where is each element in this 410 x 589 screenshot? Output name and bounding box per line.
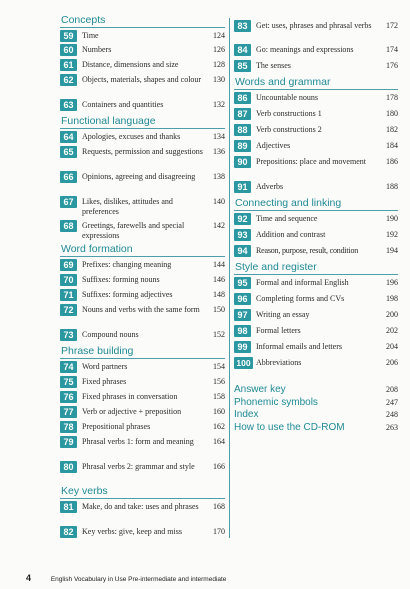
unit-number: 69 — [60, 259, 77, 271]
unit-number: 95 — [234, 277, 251, 289]
unit-page: 156 — [213, 377, 225, 386]
unit-title: Compound nouns — [82, 330, 139, 339]
unit-entry[interactable] — [60, 526, 225, 539]
unit-title: Adjectives — [256, 141, 291, 150]
right-column — [234, 20, 398, 434]
unit-page: 162 — [213, 422, 225, 431]
unit-number: 79 — [60, 436, 77, 448]
section-title-connecting-and-linking: Connecting and linking — [234, 197, 398, 211]
unit-title: Prefixes: changing meaning — [82, 260, 172, 269]
unit-entry[interactable] — [60, 99, 225, 112]
unit-page: 194 — [386, 246, 398, 255]
unit-page: 180 — [386, 109, 398, 118]
unit-number: 88 — [234, 124, 251, 136]
unit-entry[interactable] — [234, 293, 398, 306]
unit-page: 186 — [386, 157, 398, 166]
unit-entry[interactable] — [234, 309, 398, 322]
unit-page: 138 — [213, 172, 225, 181]
unit-number: 99 — [234, 341, 251, 353]
unit-page: 190 — [386, 214, 398, 223]
unit-title: Make, do and take: uses and phrases — [82, 502, 199, 511]
unit-number: 81 — [60, 501, 77, 513]
unit-title: Suffixes: forming adjectives — [82, 290, 173, 299]
unit-entry[interactable] — [234, 156, 398, 176]
unit-number: 62 — [60, 74, 77, 86]
unit-page: 160 — [213, 407, 225, 416]
unit-number: 96 — [234, 293, 251, 305]
unit-title: Key verbs: give, keep and miss — [82, 527, 182, 536]
section-title-phrase-building: Phrase building — [60, 345, 225, 359]
unit-entry[interactable] — [234, 357, 398, 370]
unit-entry[interactable] — [60, 421, 225, 434]
back-matter-page: 263 — [386, 422, 398, 432]
unit-entry[interactable] — [60, 30, 225, 42]
back-matter-page: 247 — [386, 397, 398, 407]
unit-title: Distance, dimensions and size — [82, 60, 179, 69]
unit-page: 166 — [213, 462, 225, 471]
unit-page: 168 — [213, 502, 225, 511]
unit-title: Verb constructions 2 — [256, 125, 322, 134]
unit-entry[interactable] — [60, 436, 225, 456]
unit-page: 136 — [213, 147, 225, 156]
unit-entry[interactable] — [60, 406, 225, 419]
back-matter-list — [234, 384, 398, 434]
unit-number: 80 — [60, 461, 77, 473]
unit-title: Writing an essay — [256, 310, 310, 319]
unit-page: 146 — [213, 275, 225, 284]
unit-page: 196 — [386, 278, 398, 287]
unit-page: 184 — [386, 141, 398, 150]
section-title-style-and-register: Style and register — [234, 261, 398, 275]
unit-number: 76 — [60, 391, 77, 403]
back-matter-title: Phonemic symbols — [234, 396, 318, 408]
unit-entry[interactable] — [60, 220, 225, 240]
unit-number: 90 — [234, 156, 251, 168]
unit-title: Formal and informal English — [256, 278, 349, 287]
section-title-words-and-grammar: Words and grammar — [234, 76, 398, 90]
unit-page: 128 — [213, 60, 225, 69]
section-functional-language — [60, 131, 225, 240]
unit-number: 83 — [234, 20, 251, 32]
unit-page: 140 — [213, 197, 225, 206]
unit-number: 64 — [60, 131, 77, 143]
unit-number: 74 — [60, 361, 77, 373]
section-connecting-and-linking — [234, 213, 398, 258]
unit-page: 152 — [213, 330, 225, 339]
unit-title: Time — [82, 31, 99, 40]
unit-title: Opinions, agreeing and disagreeing — [82, 172, 196, 181]
unit-number: 93 — [234, 229, 251, 241]
unit-title: Reason, purpose, result, condition — [256, 246, 359, 255]
unit-title: Fixed phrases in conversation — [82, 392, 178, 401]
unit-page: 202 — [386, 326, 398, 335]
unit-entry[interactable] — [60, 289, 225, 302]
unit-entry[interactable] — [234, 245, 398, 258]
unit-title: Addition and contrast — [256, 230, 326, 239]
unit-entry[interactable] — [60, 74, 225, 94]
unit-entry[interactable] — [234, 229, 398, 242]
section-key-verbs-continued — [234, 20, 398, 73]
unit-page: 142 — [213, 221, 225, 230]
unit-number: 65 — [60, 146, 77, 158]
unit-entry[interactable] — [60, 329, 225, 342]
section-style-and-register — [234, 277, 398, 370]
back-matter-page: 208 — [386, 385, 398, 394]
unit-title: Phrasal verbs 2: grammar and style — [82, 462, 195, 471]
unit-entry[interactable] — [60, 461, 225, 481]
back-matter-title: Index — [234, 409, 259, 420]
unit-title: Word partners — [82, 362, 128, 371]
unit-title: Numbers — [82, 45, 112, 54]
unit-number: 89 — [234, 140, 251, 152]
unit-page: 164 — [213, 437, 225, 446]
back-matter-title: Answer key — [234, 384, 286, 395]
unit-page: 174 — [386, 45, 398, 54]
unit-number: 71 — [60, 289, 77, 301]
unit-entry[interactable] — [234, 277, 398, 290]
left-column — [60, 14, 225, 539]
unit-title: Uncountable nouns — [256, 93, 318, 102]
unit-number: 100 — [234, 357, 253, 369]
unit-page: 204 — [386, 342, 398, 351]
unit-title: Formal letters — [256, 326, 301, 335]
unit-title: Requests, permission and suggestions — [82, 147, 203, 156]
unit-entry[interactable] — [60, 59, 225, 72]
unit-page: 150 — [213, 305, 225, 314]
unit-title: Verb or adjective + preposition — [82, 407, 182, 416]
unit-title: The senses — [256, 61, 291, 70]
unit-page: 170 — [213, 527, 225, 536]
index-link[interactable] — [234, 409, 398, 422]
unit-entry[interactable] — [234, 20, 398, 40]
unit-entry[interactable] — [60, 274, 225, 287]
unit-entry[interactable] — [60, 259, 225, 272]
unit-page: 154 — [213, 362, 225, 371]
unit-title: Objects, materials, shapes and colour — [82, 75, 202, 84]
unit-number: 84 — [234, 44, 251, 56]
unit-number: 75 — [60, 376, 77, 388]
unit-entry[interactable] — [60, 304, 225, 324]
section-word-formation — [60, 259, 225, 342]
unit-page: 188 — [386, 182, 398, 191]
unit-page: 200 — [386, 310, 398, 319]
unit-entry[interactable] — [234, 44, 398, 57]
book-title: English Vocabulary in Use Pre-intermediate and intermediate — [50, 576, 227, 583]
unit-entry[interactable] — [234, 213, 398, 226]
unit-page: 182 — [386, 125, 398, 134]
unit-page: 158 — [213, 392, 225, 401]
unit-entry[interactable] — [234, 325, 398, 338]
unit-page: 134 — [213, 132, 225, 141]
unit-page: 178 — [386, 93, 398, 102]
unit-page: 198 — [386, 294, 398, 303]
unit-title: Phrasal verbs 1: form and meaning — [82, 437, 194, 446]
unit-title: Abbreviations — [256, 358, 302, 367]
unit-number: 60 — [60, 44, 77, 56]
unit-entry[interactable] — [234, 60, 398, 73]
unit-title: Completing forms and CVs — [256, 294, 345, 303]
unit-page: 148 — [213, 290, 225, 299]
unit-title: Get: uses, phrases and phrasal verbs — [256, 21, 372, 30]
unit-title: Time and sequence — [256, 214, 318, 223]
section-phrase-building — [60, 361, 225, 481]
unit-title: Prepositional phrases — [82, 422, 151, 431]
section-title-word-formation: Word formation — [60, 243, 225, 257]
unit-entry[interactable] — [60, 146, 225, 166]
back-matter-page: 248 — [386, 410, 398, 419]
unit-page: 124 — [213, 31, 225, 40]
unit-number: 92 — [234, 213, 251, 225]
page-number: 4 — [26, 573, 32, 583]
unit-page: 206 — [386, 358, 398, 367]
unit-title: Likes, dislikes, attitudes and preferences — [82, 197, 173, 216]
unit-page: 144 — [213, 260, 225, 269]
unit-title: Go: meanings and expressions — [256, 45, 354, 54]
unit-entry[interactable] — [60, 171, 225, 191]
section-title-functional-language: Functional language — [60, 115, 225, 129]
unit-page: 126 — [213, 45, 225, 54]
unit-entry[interactable] — [60, 131, 225, 144]
unit-number: 66 — [60, 171, 77, 183]
section-concepts — [60, 30, 225, 112]
unit-number: 91 — [234, 181, 251, 193]
unit-title: Informal emails and letters — [256, 342, 342, 351]
unit-title: Prepositions: place and movement — [256, 157, 366, 166]
unit-entry[interactable] — [60, 501, 225, 521]
unit-entry[interactable] — [60, 44, 225, 57]
unit-number: 61 — [60, 59, 77, 71]
unit-page: 172 — [386, 21, 398, 30]
unit-entry[interactable] — [60, 196, 225, 216]
unit-number: 82 — [60, 526, 77, 538]
unit-number: 63 — [60, 99, 77, 111]
unit-entry[interactable] — [60, 376, 225, 389]
unit-number: 67 — [60, 196, 77, 208]
unit-number: 97 — [234, 309, 251, 321]
unit-entry[interactable] — [234, 124, 398, 137]
unit-entry[interactable] — [234, 140, 398, 153]
unit-number: 68 — [60, 220, 77, 232]
unit-number: 72 — [60, 304, 77, 316]
unit-title: Adverbs — [256, 182, 284, 191]
unit-title: Verb constructions 1 — [256, 109, 322, 118]
unit-title: Fixed phrases — [82, 377, 127, 386]
unit-page: 176 — [386, 61, 398, 70]
unit-number: 87 — [234, 108, 251, 120]
section-title-key-verbs: Key verbs — [60, 485, 225, 499]
section-key-verbs — [60, 501, 225, 539]
cd-rom-link[interactable] — [234, 422, 398, 435]
page-footer — [26, 573, 386, 583]
section-words-and-grammar — [234, 92, 398, 194]
unit-title: Greetings, farewells and special expressions — [82, 221, 185, 240]
section-title-concepts: Concepts — [60, 14, 225, 28]
unit-number: 94 — [234, 245, 251, 257]
unit-number: 77 — [60, 406, 77, 418]
unit-number: 59 — [60, 30, 77, 42]
unit-entry[interactable] — [234, 341, 398, 354]
unit-number: 85 — [234, 60, 251, 72]
unit-page: 192 — [386, 230, 398, 239]
column-divider — [229, 18, 230, 538]
unit-number: 73 — [60, 329, 77, 341]
unit-entry[interactable] — [234, 92, 398, 105]
unit-page: 130 — [213, 75, 225, 84]
unit-title: Containers and quantities — [82, 100, 164, 109]
back-matter-title: How to use the CD-ROM — [234, 421, 345, 433]
unit-number: 98 — [234, 325, 251, 337]
unit-number: 78 — [60, 421, 77, 433]
unit-number: 86 — [234, 92, 251, 104]
unit-number: 70 — [60, 274, 77, 286]
answer-key-link[interactable] — [234, 384, 398, 397]
unit-entry[interactable] — [60, 361, 225, 374]
unit-entry[interactable] — [234, 181, 398, 194]
unit-title: Apologies, excuses and thanks — [82, 132, 181, 141]
unit-entry[interactable] — [60, 391, 225, 404]
unit-page: 132 — [213, 100, 225, 109]
unit-title: Nouns and verbs with the same form — [82, 305, 200, 314]
unit-title: Suffixes: forming nouns — [82, 275, 160, 284]
phonemic-symbols-link[interactable] — [234, 397, 398, 410]
unit-entry[interactable] — [234, 108, 398, 121]
